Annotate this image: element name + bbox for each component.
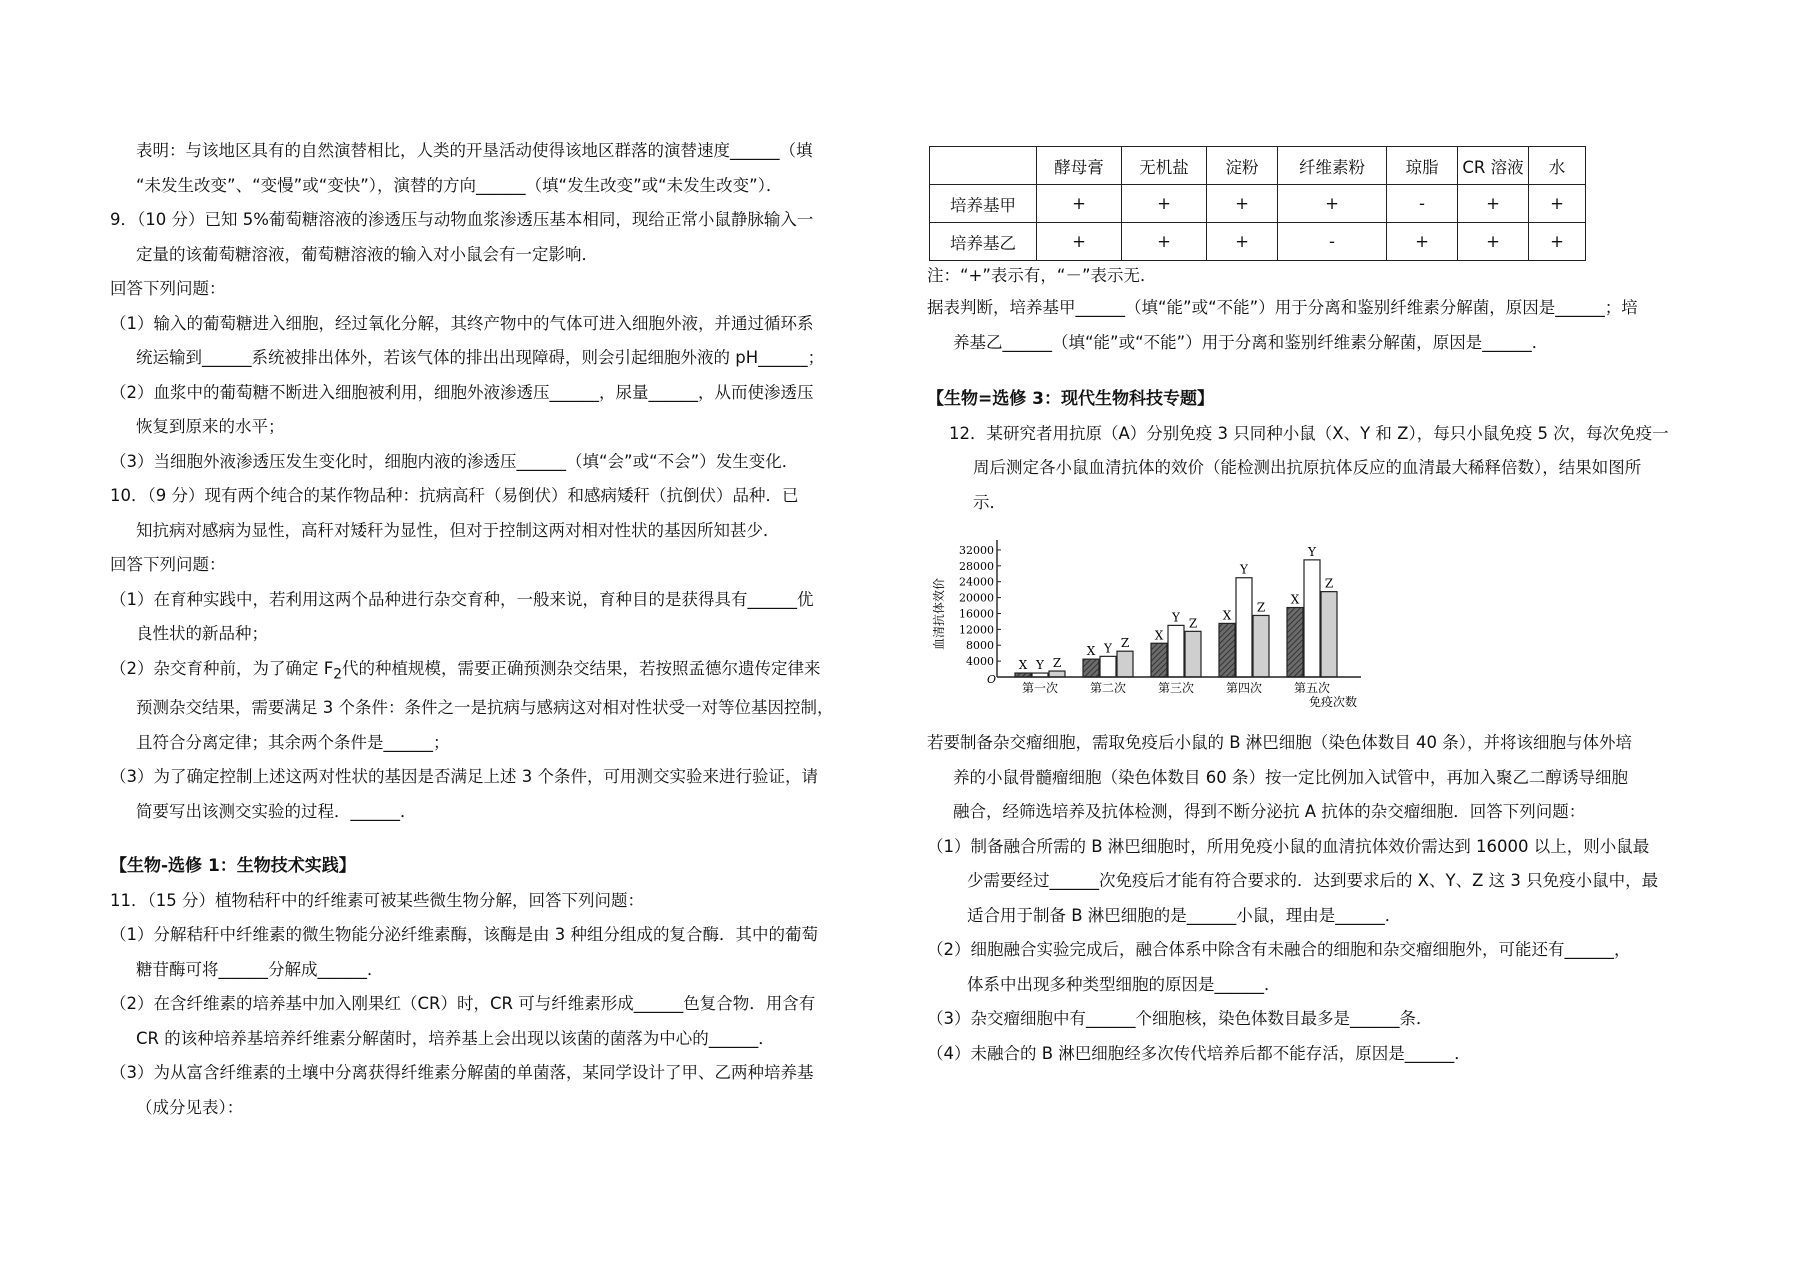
table-cell: + xyxy=(1278,185,1387,223)
table-cell: 纤维素粉 xyxy=(1278,147,1387,185)
table-cell: + xyxy=(1122,223,1207,261)
question-10-2 xyxy=(110,652,910,692)
text-line: （成分见表）： xyxy=(136,1097,244,1117)
bar-x xyxy=(1287,608,1303,677)
y-tick-label: 8000 xyxy=(966,639,994,653)
question-9-3: （3）当细胞外液渗透压发生变化时，细胞内液的渗透压______（填“会”或“不会”）发生变化． xyxy=(110,451,799,471)
y-tick-label: 12000 xyxy=(959,623,994,637)
table-cell: - xyxy=(1387,185,1458,223)
y-tick-label: 16000 xyxy=(959,607,994,621)
right-column xyxy=(927,140,1717,1071)
text-line: 养的小鼠骨髓瘤细胞（染色体数目 60 条）按一定比例加入试管中，再加入聚乙二醇诱导细胞 xyxy=(953,767,1628,787)
bar-y xyxy=(1304,560,1320,677)
antibody-titer-chart xyxy=(931,530,1371,720)
bar-label: X xyxy=(1154,628,1164,643)
bar-label: Y xyxy=(1104,641,1112,656)
question-12-3: （3）杂交瘤细胞中有______个细胞核，染色体数目最多是______条． xyxy=(927,1009,1433,1028)
y-tick-label: 20000 xyxy=(959,591,994,605)
text-line: 融合，经筛选培养及抗体检测，得到不断分泌抗 A 抗体的杂交瘤细胞．回答下列问题： xyxy=(953,802,1586,821)
question-9-2: （2）血浆中的葡萄糖不断进入细胞被利用，细胞外液渗透压______，尿量______，从而使渗透压 xyxy=(110,382,814,402)
text-line: 定量的该葡萄糖溶液，葡萄糖溶液的输入对小鼠会有一定影响． xyxy=(136,244,598,264)
y-tick-label: 28000 xyxy=(959,559,994,573)
text-line: 统运输到______系统被排出体外，若该气体的排出出现障碍，则会引起细胞外液的 pH______； xyxy=(136,348,825,367)
y-axis-label: 血清抗体效价 xyxy=(932,577,946,650)
text-line: 养基乙______（填“能”或“不能”）用于分离和鉴别纤维素分解菌，原因是______． xyxy=(953,332,1549,352)
text-line: 周后测定各小鼠血清抗体的效价（能检测出抗原抗体反应的血清最大稀释倍数），结果如图所 xyxy=(973,458,1642,477)
left-column xyxy=(110,134,910,1125)
bar-label: Z xyxy=(1256,600,1266,615)
bar-x xyxy=(1151,643,1167,677)
text-line: CR 的该种培养基培养纤维素分解菌时，培养基上会出现以该菌的菌落为中心的______． xyxy=(136,1028,775,1048)
table-cell xyxy=(930,147,1037,185)
bar-x xyxy=(1083,659,1099,677)
y-tick-label: 24000 xyxy=(959,575,994,589)
table-cell: CR 溶液 xyxy=(1458,147,1529,185)
bar-z xyxy=(1253,615,1269,677)
question-9: 9．（10 分）已知 5%葡萄糖溶液的渗透压与动物血浆渗透压基本相同，现给正常小鼠静脉输入一 xyxy=(110,210,814,229)
table-row xyxy=(930,223,1586,261)
x-tick-label: 第二次 xyxy=(1089,681,1127,695)
text-line: 预测杂交结果，需要满足 3 个条件：条件之一是抗病与感病这对相对性状受一对等位基因控制， xyxy=(136,698,834,718)
text-line: 体系中出现多种类型细胞的原因是______． xyxy=(967,974,1281,994)
bar-label: Z xyxy=(1324,576,1334,591)
question-11-1: （1）分解秸秆中纤维素的微生物能分泌纤维素酶，该酶是由 3 种组分组成的复合酶．其中的葡萄 xyxy=(110,925,818,945)
table-cell: 酵母膏 xyxy=(1037,147,1122,185)
origin-label: O xyxy=(987,673,997,686)
question-9-1: （1）输入的葡萄糖进入细胞，经过氧化分解，其终产物中的气体可进入细胞外液，并通过循环系 xyxy=(110,313,814,333)
question-11-3-judge: 据表判断，培养基甲______（填“能”或“不能”）用于分离和鉴别纤维素分解菌，原因是______；培 xyxy=(927,298,1638,317)
text-line: 少需要经过______次免疫后才能有符合要求的．达到要求后的 X、Y、Z 这 3 只免疫小鼠中，最 xyxy=(967,871,1659,890)
bar-label: Z xyxy=(1188,616,1198,631)
table-cell: 培养基乙 xyxy=(930,223,1037,261)
bar-label: Y xyxy=(1240,562,1248,577)
table-cell: 无机盐 xyxy=(1122,147,1207,185)
text-part: 代的种植规模，需要正确预测杂交结果，若按照孟德尔遗传定律来 xyxy=(341,658,821,678)
bars-group xyxy=(959,544,1337,695)
x-tick-label: 第三次 xyxy=(1157,681,1195,695)
bar-y xyxy=(1100,656,1116,677)
bar-z xyxy=(1049,671,1065,677)
section-heading: 【生物-选修 1：生物技术实践】 xyxy=(110,856,356,877)
bar-z xyxy=(1185,631,1201,677)
bar-label: Y xyxy=(1036,658,1044,673)
subscript: 2 xyxy=(333,665,342,682)
media-table xyxy=(929,146,1586,261)
bar-label: Y xyxy=(1308,544,1316,559)
bar-z xyxy=(1117,651,1133,677)
question-11: 11．（15 分）植物秸秆中的纤维素可被某些微生物分解，回答下列问题： xyxy=(110,890,644,910)
question-12-4: （4）未融合的 B 淋巴细胞经多次传代培养后都不能存活，原因是______． xyxy=(927,1043,1471,1063)
table-row xyxy=(930,185,1586,223)
table-cell: + xyxy=(1037,185,1122,223)
y-tick-label: 4000 xyxy=(966,655,994,669)
text-line: 示． xyxy=(973,492,1006,512)
table-note: 注：“+”表示有，“－”表示无． xyxy=(927,266,1157,285)
text-line: “未发生改变”、“变慢”或“变快”），演替的方向______（填“发生改变”或“未发生改变”）． xyxy=(136,175,783,195)
table-cell: 水 xyxy=(1529,147,1586,185)
text-line: 恢复到原来的水平； xyxy=(136,417,285,436)
x-tick-label: 第五次 xyxy=(1293,681,1331,695)
question-11-2: （2）在含纤维素的培养基中加入刚果红（CR）时，CR 可与纤维素形成______色复合物．用含有 xyxy=(110,994,816,1014)
question-11-3: （3）为从富含纤维素的土壤中分离获得纤维素分解菌的单菌落，某同学设计了甲、乙两种培养基 xyxy=(110,1063,814,1083)
question-10-3: （3）为了确定控制上述这两对性状的基因是否满足上述 3 个条件，可用测交实验来进行验证，请 xyxy=(110,767,818,787)
question-10: 10．（9 分）现有两个纯合的某作物品种：抗病高秆（易倒伏）和感病矮秆（抗倒伏）品种．已 xyxy=(110,486,799,505)
text-line: 知抗病对感病为显性，高秆对矮秆为显性，但对于控制这两对相对性状的基因所知甚少． xyxy=(136,520,780,540)
question-12-2: （2）细胞融合实验完成后，融合体系中除含有未融合的细胞和杂交瘤细胞外，可能还有______， xyxy=(927,940,1631,959)
table-cell: + xyxy=(1458,223,1529,261)
bar-label: X xyxy=(1290,592,1300,607)
text-part: （2）杂交育种前，为了确定 F xyxy=(110,658,334,678)
x-tick-label: 第一次 xyxy=(1021,681,1059,695)
bar-label: Y xyxy=(1172,610,1180,625)
text-line: 糖苷酶可将______分解成______． xyxy=(136,959,384,979)
x-axis-label: 免疫次数 xyxy=(1309,695,1358,709)
text-line: 简要写出该测交实验的过程．______． xyxy=(136,801,417,821)
table-cell: + xyxy=(1387,223,1458,261)
bar-label: X xyxy=(1018,658,1028,673)
table-cell: 琼脂 xyxy=(1387,147,1458,185)
table-cell: 培养基甲 xyxy=(930,185,1037,223)
table-cell: + xyxy=(1529,185,1586,223)
bar-label: X xyxy=(1086,644,1096,659)
x-tick-label: 第四次 xyxy=(1225,681,1263,695)
y-tick-label: 32000 xyxy=(959,543,994,557)
table-header-row xyxy=(930,147,1586,185)
bar-label: Z xyxy=(1120,636,1130,651)
bar-label: Z xyxy=(1052,656,1062,671)
bar-z xyxy=(1321,592,1337,677)
text-line: 表明：与该地区具有的自然演替相比，人类的开垦活动使得该地区群落的演替速度______（填 xyxy=(136,141,813,160)
bar-x xyxy=(1219,623,1235,677)
table-cell: + xyxy=(1122,185,1207,223)
answer-prompt: 回答下列问题： xyxy=(110,279,226,298)
table-cell: - xyxy=(1278,223,1387,261)
question-12: 12．某研究者用抗原（A）分别免疫 3 只同种小鼠（X、Y 和 Z），每只小鼠免疫 5 次，每次免疫一 xyxy=(949,423,1669,443)
answer-prompt: 回答下列问题： xyxy=(110,555,226,574)
bar-y xyxy=(1236,578,1252,677)
text-line: 适合用于制备 B 淋巴细胞的是______小鼠，理由是______． xyxy=(967,905,1402,925)
table-cell: + xyxy=(1458,185,1529,223)
table-cell: 淀粉 xyxy=(1207,147,1278,185)
table-cell: + xyxy=(1207,223,1278,261)
question-10-1: （1）在育种实践中，若利用这两个品种进行杂交育种，一般来说，育种目的是获得具有______优 xyxy=(110,589,814,609)
table-cell: + xyxy=(1207,185,1278,223)
paragraph: 若要制备杂交瘤细胞，需取免疫后小鼠的 B 淋巴细胞（染色体数目 40 条），并将该细胞与体外培 xyxy=(927,733,1633,752)
table-cell: + xyxy=(1529,223,1586,261)
bar-y xyxy=(1168,625,1184,677)
question-12-1: （1）制备融合所需的 B 淋巴细胞时，所用免疫小鼠的血清抗体效价需达到 16000 以上，则小鼠最 xyxy=(927,836,1650,856)
bar-label: X xyxy=(1222,608,1232,623)
table-cell: + xyxy=(1037,223,1122,261)
text-line: 且符合分离定律；其余两个条件是______； xyxy=(136,732,450,752)
text-line: 良性状的新品种； xyxy=(136,624,268,643)
section-heading: 【生物=选修 3：现代生物科技专题】 xyxy=(927,389,1214,409)
